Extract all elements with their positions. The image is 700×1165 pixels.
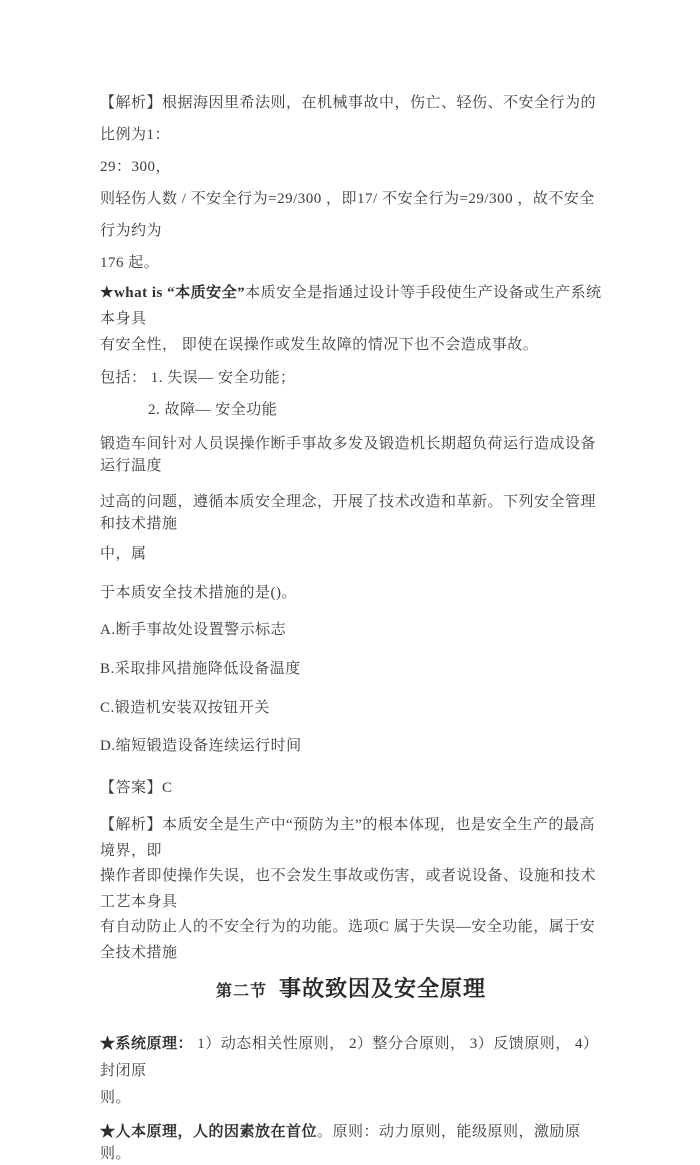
analysis-1-line-2: 29：300， bbox=[100, 159, 172, 175]
analysis-paragraph-2 bbox=[100, 813, 602, 966]
question-line-4: 于本质安全技术措施的是()。 bbox=[100, 585, 297, 601]
analysis-paragraph-1b bbox=[100, 183, 602, 279]
system-principle-line-1 bbox=[100, 1031, 602, 1085]
concept-line-2: 有安全性， 即使在误操作或发生故障的情况下也不会造成事故。 bbox=[100, 337, 539, 353]
analysis-2-line-3: 有自动防止人的不安全行为的功能。选项C 属于失误—安全功能，属于安全技术措施 bbox=[100, 919, 596, 961]
human-principle-paragraph bbox=[100, 1121, 602, 1165]
system-principle-line-2: 则。 bbox=[100, 1090, 132, 1106]
section-heading-label: 第二节 bbox=[215, 983, 267, 1000]
analysis-1b-line-1: 则轻伤人数 / 不安全行为=29/300 ，即17/ 不安全行为=29/300 ，故不安全行为约为 bbox=[100, 191, 595, 239]
human-principle-keyword: ★人本原理，人的因素放在首位 bbox=[100, 1124, 318, 1140]
question-line-1: 锻造车间针对人员误操作断手事故多发及锻造机长期超负荷运行造成设备运行温度 bbox=[100, 436, 597, 474]
human-principle-rest: 。原则：动力原则，能级原则，激励原则。 bbox=[100, 1124, 581, 1162]
analysis-1b-line-2: 176 起。 bbox=[100, 255, 160, 271]
system-principle-keyword: ★系统原理： bbox=[100, 1036, 194, 1052]
question-line-2: 过高的问题，遵循本质安全理念，开展了技术改造和革新。下列安全管理和技术措施 bbox=[100, 494, 597, 532]
includes-item-2-text: 2. 故障— 安全功能 bbox=[148, 402, 278, 418]
analysis-paragraph-1 bbox=[100, 87, 602, 183]
concept-line-1-rest: 本质安全是指通过设计等手段使生产设备或生产系统本身具 bbox=[100, 285, 602, 327]
analysis-2-line-1: 【解析】本质安全是生产中“预防为主”的根本体现，也是安全生产的最高境界，即 bbox=[100, 817, 595, 859]
question-option-c: C.锻造机安装双按钮开关 bbox=[100, 700, 270, 716]
includes-item-1-text: 包括： 1. 失误— 安全功能； bbox=[100, 370, 296, 386]
question-line-3: 中，属 bbox=[100, 546, 147, 562]
includes-item-2 bbox=[100, 399, 602, 421]
question-option-d: D.缩短锻造设备连续运行时间 bbox=[100, 738, 302, 754]
section-heading bbox=[100, 974, 602, 1007]
question-option-b: B.采取排风措施降低设备温度 bbox=[100, 661, 301, 677]
analysis-2-line-2: 操作者即使操作失误，也不会发生事故或伤害，或者说设备、设施和技术工艺本身具 bbox=[100, 868, 597, 910]
answer-line: 【答案】C bbox=[100, 780, 173, 796]
concept-paragraph bbox=[100, 280, 602, 358]
section-heading-title: 事故致因及安全原理 bbox=[279, 976, 487, 1001]
concept-keyword: ★what is “本质安全” bbox=[100, 285, 246, 301]
system-principle-paragraph bbox=[100, 1031, 602, 1112]
includes-item-1 bbox=[100, 367, 602, 389]
concept-line-1 bbox=[100, 280, 602, 332]
question-option-a: A.断手事故处设置警示标志 bbox=[100, 622, 287, 638]
system-principle-line-1-rest: 1）动态相关性原则， 2）整分合原则， 3）反馈原则， 4）封闭原 bbox=[100, 1036, 599, 1079]
analysis-1-line-1: 【解析】根据海因里希法则，在机械事故中，伤亡、轻伤、不安全行为的比例为1： bbox=[100, 95, 597, 143]
human-principle-line bbox=[100, 1121, 602, 1165]
